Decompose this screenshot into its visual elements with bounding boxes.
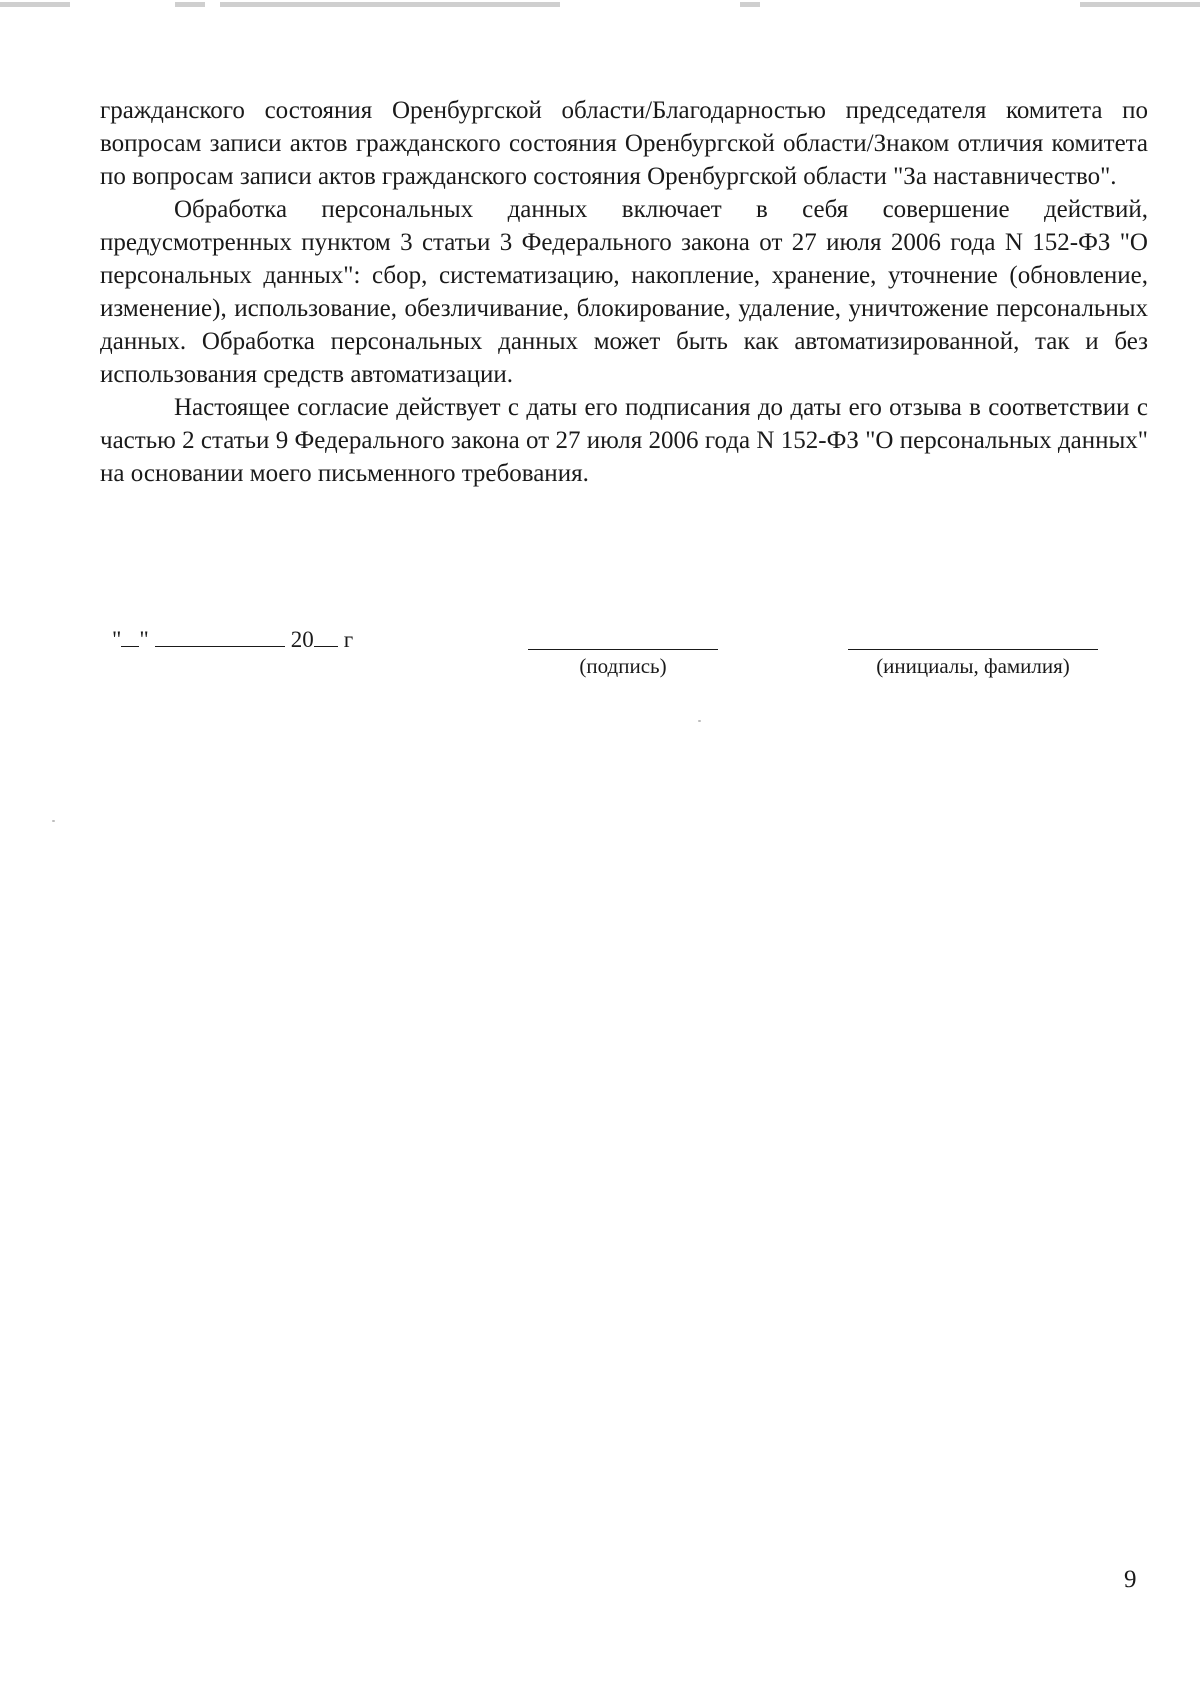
name-caption: (инициалы, фамилия) [876, 654, 1070, 678]
day-blank[interactable] [121, 626, 139, 647]
paragraph-processing: Обработка персональных данных включает в себя совершение действий, предусмотренных пунктом 3 статьи 3 Федерального закона от 27 июля 2006 года N 152-ФЗ "О персональных данных": сбор, систематизацию, накопление, хранение, уточнение (обновление, изменение), использование, обезличивание, блокирование, удаление, уничтожение персональных данных. Обработка персональных данных может быть как автоматизированной, так и без использования средств автоматизации. [100, 196, 1148, 388]
year-blank[interactable] [314, 626, 338, 647]
month-blank[interactable] [155, 626, 285, 647]
year-prefix: 20 [290, 627, 314, 652]
date-quote-open: " [112, 627, 122, 652]
scan-speck [52, 820, 55, 822]
date-field [112, 626, 353, 653]
page-number: 9 [1124, 1566, 1137, 1593]
signature-line[interactable] [528, 649, 718, 650]
paragraph-continuation: гражданского состояния Оренбургской области/Благодарностью председателя комитета по вопросам записи актов гражданского состояния Оренбургской области/Знаком отличия комитета по вопросам записи актов гражданского состояния Оренбургской области "За наставничество". [100, 97, 1148, 190]
signature-caption: (подпись) [579, 654, 667, 678]
scan-speck [698, 720, 701, 722]
paragraph-validity: Настоящее согласие действует с даты его подписания до даты его отзыва в соответствии с частью 2 статьи 9 Федерального закона от 27 июля 2006 года N 152-ФЗ "О персональных данных" на основании моего письменного требования. [100, 394, 1148, 487]
date-quote-close: " [139, 627, 149, 652]
name-line[interactable] [848, 649, 1098, 650]
document-body [100, 94, 1148, 490]
scan-artifact-top [0, 0, 1200, 12]
year-suffix: г [343, 627, 354, 652]
